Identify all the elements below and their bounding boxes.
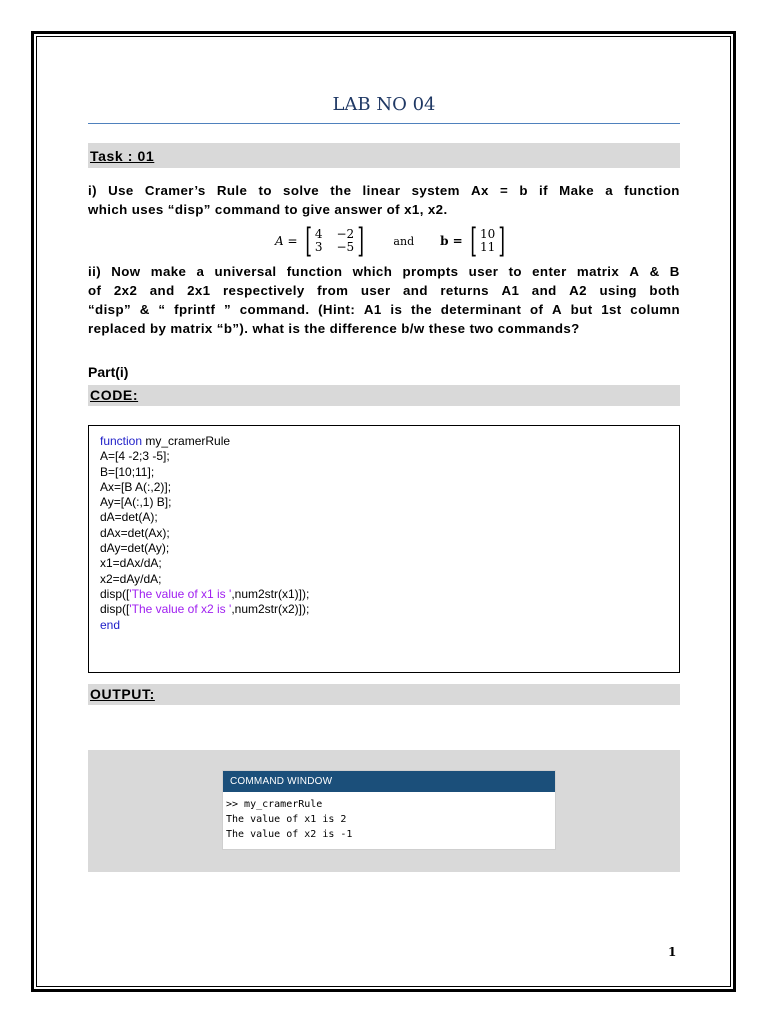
matrix-a-cell: 4 bbox=[314, 227, 323, 241]
word: to bbox=[508, 264, 522, 279]
word: using bbox=[599, 283, 637, 298]
matrix-a-cells bbox=[315, 228, 354, 254]
page-number: 1 bbox=[668, 945, 677, 959]
word: 1st bbox=[601, 302, 622, 317]
word: A1 bbox=[363, 302, 382, 317]
word: is bbox=[390, 302, 403, 317]
word: 2x1 bbox=[187, 283, 211, 298]
a-label: A = bbox=[275, 234, 298, 248]
b-label: b = bbox=[440, 234, 463, 248]
code-line: dA=det(A); bbox=[100, 510, 158, 525]
word: prompts bbox=[402, 264, 459, 279]
word: make bbox=[150, 264, 187, 279]
left-bracket: [ bbox=[304, 221, 312, 261]
word: = bbox=[500, 183, 509, 198]
word: i) bbox=[88, 183, 97, 198]
word: function bbox=[624, 183, 680, 198]
word: which bbox=[352, 264, 393, 279]
command-window-header: COMMAND WINDOW bbox=[223, 771, 555, 792]
word: 2x2 bbox=[113, 283, 138, 298]
matrix-a-cell: 3 bbox=[314, 240, 323, 254]
word: universal bbox=[214, 264, 277, 279]
code-line bbox=[100, 602, 309, 617]
matrix-b-cells bbox=[480, 228, 495, 254]
matrix-b bbox=[467, 221, 509, 261]
code-box bbox=[88, 425, 680, 673]
word: (Hint: bbox=[318, 302, 356, 317]
code-line: dAy=det(Ay); bbox=[100, 541, 170, 556]
equation-connector: and bbox=[393, 234, 415, 248]
word: B bbox=[669, 264, 680, 279]
word: of bbox=[529, 302, 544, 317]
task-i-line-2: which uses “disp” command to give answer of x1, x2. bbox=[88, 202, 448, 217]
word: and bbox=[149, 283, 175, 298]
matrix-a-cell: −5 bbox=[336, 240, 355, 254]
task-ii-line-1 bbox=[88, 262, 680, 281]
code-text: ,num2str(x1)]); bbox=[231, 586, 310, 601]
matrix-equation bbox=[275, 221, 513, 261]
matrix-a bbox=[302, 221, 368, 261]
code-keyword: function bbox=[100, 434, 143, 448]
left-bracket: [ bbox=[470, 221, 477, 261]
word: enter bbox=[532, 264, 567, 279]
word: Rule bbox=[216, 183, 248, 198]
word: A1 bbox=[501, 283, 520, 298]
word: Now bbox=[111, 264, 141, 279]
word: solve bbox=[283, 183, 320, 198]
matrix-b-cell: 11 bbox=[480, 240, 496, 254]
word: A bbox=[629, 264, 640, 279]
word: of bbox=[88, 283, 102, 298]
code-string: 'The value of x2 is ' bbox=[129, 602, 232, 617]
word: linear bbox=[362, 183, 401, 198]
word: user bbox=[360, 283, 391, 298]
word: Use bbox=[108, 183, 134, 198]
code-heading: CODE: bbox=[90, 387, 139, 403]
code-string: 'The value of x1 is ' bbox=[129, 586, 232, 601]
code-line: B=[10;11]; bbox=[100, 464, 155, 479]
word: & bbox=[649, 264, 660, 279]
word: column bbox=[630, 302, 680, 317]
word: A bbox=[551, 302, 562, 317]
matrix-a-cell: −2 bbox=[336, 227, 355, 241]
word: a bbox=[196, 264, 205, 279]
task-heading-bar bbox=[88, 143, 680, 168]
command-output-line: The value of x2 is -1 bbox=[226, 829, 353, 840]
word: returns bbox=[440, 283, 489, 298]
word: from bbox=[317, 283, 349, 298]
word: function bbox=[286, 264, 343, 279]
code-text: disp([ bbox=[100, 602, 130, 617]
task-i-text bbox=[88, 181, 680, 219]
word: the bbox=[410, 302, 433, 317]
code-listing bbox=[100, 434, 309, 633]
code-line: x2=dAy/dA; bbox=[100, 571, 162, 586]
command-line: >> my_cramerRule bbox=[226, 799, 323, 810]
task-ii-line-3 bbox=[88, 300, 680, 319]
word: if bbox=[539, 183, 548, 198]
word: A2 bbox=[569, 283, 587, 298]
word: but bbox=[570, 302, 593, 317]
right-bracket: ] bbox=[357, 221, 365, 261]
word: the bbox=[330, 183, 352, 198]
word: command. bbox=[239, 302, 310, 317]
code-text: ,num2str(x2)]); bbox=[231, 602, 310, 617]
code-line: Ax=[B A(:,2)]; bbox=[100, 479, 172, 494]
task-heading: Task : 01 bbox=[90, 148, 155, 164]
word: Ax bbox=[471, 183, 489, 198]
word: Cramer’s bbox=[144, 183, 206, 198]
code-text: my_cramerRule bbox=[142, 434, 231, 448]
lab-title: LAB NO 04 bbox=[332, 94, 436, 115]
word: and bbox=[403, 283, 428, 298]
word: to bbox=[258, 183, 272, 198]
code-line bbox=[100, 434, 309, 449]
title-rule bbox=[88, 123, 680, 124]
command-output-line: The value of x1 is 2 bbox=[226, 814, 347, 825]
word: Make bbox=[559, 183, 595, 198]
code-heading-bar bbox=[88, 385, 680, 406]
matrix-b-cell: 10 bbox=[480, 227, 496, 241]
code-line: x1=dAx/dA; bbox=[100, 556, 162, 571]
word: “ bbox=[158, 302, 166, 317]
command-window bbox=[222, 770, 556, 850]
word: determinant bbox=[440, 302, 522, 317]
code-line: A=[4 -2;3 -5]; bbox=[100, 449, 170, 464]
word: a bbox=[605, 183, 613, 198]
code-line bbox=[100, 587, 309, 602]
word: ” bbox=[224, 302, 232, 317]
output-heading: OUTPUT: bbox=[90, 686, 155, 702]
word: & bbox=[139, 302, 150, 317]
word: user bbox=[468, 264, 499, 279]
word: and bbox=[531, 283, 557, 298]
word: both bbox=[649, 283, 680, 298]
word: system bbox=[411, 183, 460, 198]
task-ii-text bbox=[88, 262, 680, 338]
code-line bbox=[100, 618, 309, 633]
word: “disp” bbox=[88, 302, 132, 317]
task-ii-line-4: replaced by matrix “b”). what is the difference b/w these two commands? bbox=[88, 321, 580, 336]
code-text: disp([ bbox=[100, 586, 130, 601]
task-ii-line-2 bbox=[88, 281, 680, 300]
command-window-body bbox=[223, 792, 555, 842]
word: matrix bbox=[576, 264, 620, 279]
word: respectively bbox=[222, 283, 305, 298]
code-line: dAx=det(Ax); bbox=[100, 525, 170, 540]
task-i-line-1 bbox=[88, 181, 680, 200]
right-bracket: ] bbox=[498, 221, 506, 261]
word: ii) bbox=[88, 264, 102, 279]
word: fprintf bbox=[174, 302, 216, 317]
output-heading-bar bbox=[88, 684, 680, 705]
code-keyword: end bbox=[100, 617, 121, 632]
part-label: Part(i) bbox=[88, 364, 129, 380]
word: b bbox=[519, 183, 528, 198]
code-line: Ay=[A(:,1) B]; bbox=[100, 495, 172, 510]
